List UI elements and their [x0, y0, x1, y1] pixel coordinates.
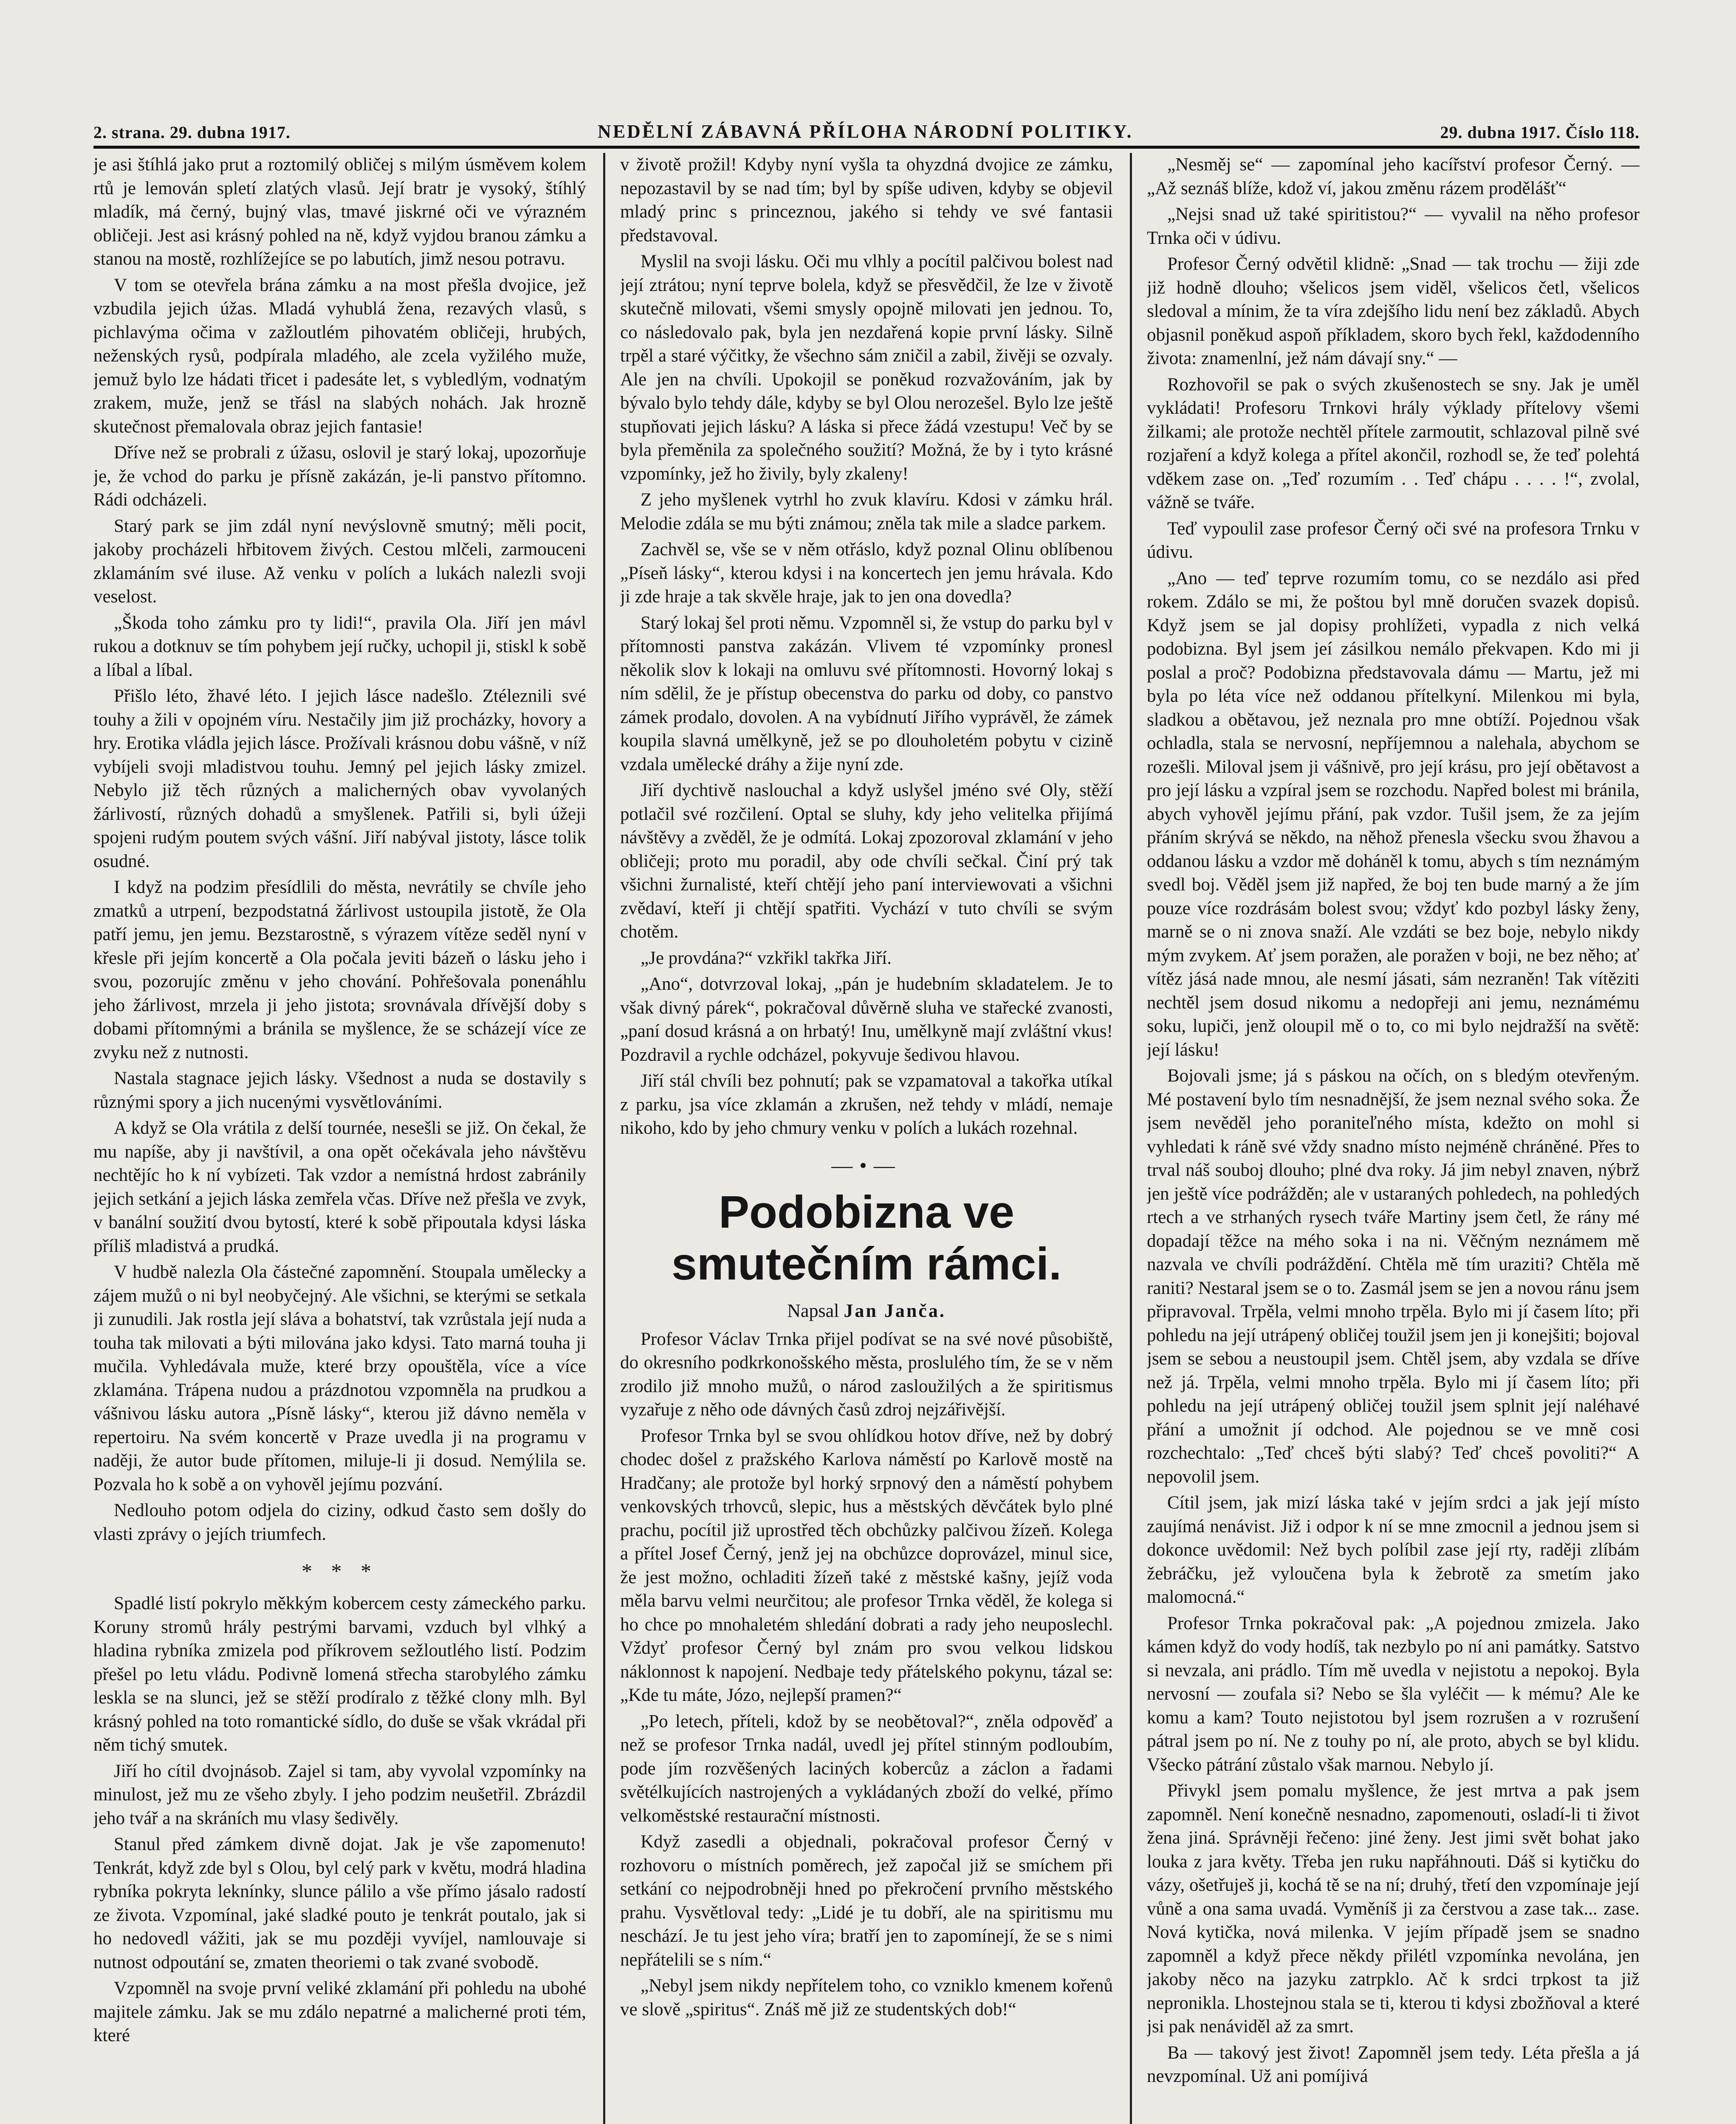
decorative-divider: —•—: [831, 1153, 902, 1177]
paragraph: Starý lokaj šel proti němu. Vzpomněl si, že vstup do parku byl v přítomnosti panstva zakázán. Vlivem té vzpomínky pronesl několik slov k lokaji na omluvu své přítomnosti. Hovorný lokaj s ním sdělil, že je přístup obecenstva do parku od doby, co panstvo zámek prodalo, dovolen. A na vybídnutí Jiřího vyprávěl, že zámek koupila slavná umělkyně, jež se po dlouholetém pobytu v cizině vzdala umělecké dráhy a žije nyní zde.: [620, 613, 1113, 774]
paragraph: Profesor Černý odvětil klidně: „Snad — tak trochu — žiji zde již hodně dlouho; všelicos jsem viděl, všelicos četl, všelicos sledoval a mínim, že ta víra zdejšího lidu není bez základů. Abych objasnil poněkud aspoň příkladem, skoro bych řekl, každodenního života: znamenlní, jež nám dávají sny.“ —: [1147, 254, 1640, 368]
newspaper-page: [93, 98, 1640, 2124]
paragraph: Nastala stagnace jejich lásky. Všednost a nuda se dostavily s různými spory a jich nucenými vysvětlováními.: [93, 1068, 586, 1112]
paragraph: je asi štíhlá jako prut a roztomilý obličej s milým úsměvem kolem rtů je lemován spletí zlatých vlasů. Její bratr je vysoký, štíhlý mladík, má černý, bujný vlas, tmavé jiskrné oči ve výrazném obličeji. Jest asi krásný pohled na ně, když vyjdou branou zámku a stanou na mostě, rozhlížejíce se po labutích, jimž nesou potravu.: [93, 155, 586, 269]
paragraph: Nedlouho potom odjela do ciziny, odkud často sem došly do vlasti zprávy o jejích triumfech.: [93, 1500, 586, 1544]
paragraph: „Je provdána?“ vzkřikl takřka Jiří.: [641, 948, 892, 968]
paragraph: Profesor Trnka byl se svou ohlídkou hotov dříve, než by dobrý chodec došel z pražského Karlova náměstí po Karlově mostě na Hradčany; ale protože byl horký srpnový den a náměstí pohybem venkovských trhovců, slepic, hus a městských děvčátek bylo plné prachu, pocítil již uprostřed těch obchůzky palčivou žízeň. Kolega a přítel Josef Černý, jenž jej na obchůzce doprovázel, minul sice, že jest možno, ochladiti žízeň také z městské kašny, jejíž voda měla barvu velmi neurčitou; ale profesor Trnka věděl, že kolega si ho chce po mnohaletém shledání dobrati a rady jeho neuposlechl. Vždyť profesor Černý byl znám pro svou velkou lidskou náklonnost k napojení. Nedbaje tedy přátelského pokynu, tázal se: „Kde tu máte, Józo, nejlepší pramen?“: [620, 1426, 1113, 1705]
paragraph: Starý park se jim zdál nyní nevýslovně smutný; měli pocit, jakoby procházeli hřbitovem živých. Cestou mlčeli, zarmouceni zklamáním své iluse. Až venku v polích a lukách nalezli svoji veselost.: [93, 516, 586, 607]
byline-prefix: Napsal: [787, 1300, 839, 1321]
paragraph: I když na podzim přesídlili do města, nevrátily se chvíle jeho zmatků a utrpení, bezpodstatná žárlivost ustoupila jistotě, že Ola patří jemu, jen jemu. Bezstarostně, s výrazem vítěze seděl nyní v křesle při jejím koncertě a Ola počala jeviti bázeň o lásku jeho i svou, pozorujíc změnu v jeho chování. Pohřešovala ponenáhlu jeho žárlivost, mrzela ji jeho jistota; srovnávala dřívější doby s dobami přítomnými a bránila se myšlence, že se scházejí více ze zvyku než z nutnosti.: [93, 877, 586, 1062]
header-left: 2. strana. 29. dubna 1917.: [93, 123, 291, 142]
paragraph: „Ano — teď teprve rozumím tomu, co se nezdálo asi před rokem. Zdálo se mi, že poštou byl mně doručen svazek dopisů. Když jsem se jal dopisy prohlížeti, vypadla z nich velká podobizna. Byl jsem jeí zásilkou nemálo překvapen. Kdo mi ji poslal a proč? Podobizna představovala dámu — Martu, jež mi byla po léta více než oddanou přítelkyní. Milenkou mi byla, sladkou a obětavou, jež neznala pro mne obtíží. Pojednou však ochladla, stala se nervosní, nepříjemnou a nalehala, abychom se rozešli. Miloval jsem ji vášnivě, pro její krásu, pro její obětavost a pro její lásku a vzpíral jsem se rozchodu. Napřed bolest mi bránila, abych vyhověl jejímu přání, pak vzdor. Tušil jsem, že za jejím přáním skrývá se někdo, na něhož přenesla všecku svou žhavou a oddanou lásku a vzdor mě doháněl k tomu, abych s tím neznámým svedl boj. Věděl jsem již napřed, že boj ten bude marný a že jím pouze více rozdrásám bolest svou; vždyť kdo pozbyl lásky ženy, marně se o ni znova snaží. Ale vzdáti se bez boje, nebylo nikdy mým zvykem. Ať jsem poražen, ale poražen v boji, ne bez něho; ať vítěz jásá nade mnou, ale nesmí jásati, sám nezraněn! Tak vítěziti nechtěl jsem dosud nikomu a nedopřeji ani jemu, neznámému soku, lupiči, jenž oloupil mě o to, co mi bylo nejdražší na světě: její lásku!: [1147, 568, 1640, 1060]
paragraph: Rozhovořil se pak o svých zkušenostech se sny. Jak je uměl vykládati! Profesoru Trnkovi hrály výklady přítelovy všemi žilkami; ale protože nechtěl přítele zarmoutit, schlazoval pilně své rozjaření a když kolega a přítel akončil, rozhodl se, že teď polehtá vděkem zase on. „Teď rozumím . . Teď chápu . . . . !“, zvolal, vážně se tváře.: [1147, 374, 1640, 512]
paragraph: „Nejsi snad už také spiritistou?“ — vyvalil na něho profesor Trnka oči v údivu.: [1147, 204, 1640, 248]
paragraph: Stanul před zámkem divně dojat. Jak je vše zapomenuto! Tenkrát, když zde byl s Olou, byl celý park v květu, modrá hladina rybníka pokryta leknínky, slunce pálilo a vše přímo jásalo radostí ze života. Vzpomínal, jaké sladké pouto je tenkrát poutalo, jak si ho nedovedl vážiti, jak se mu později vyvíjel, namlouvaje si nutnost odpoutání se, zmaten theoriemi o tak zvané svobodě.: [93, 1834, 586, 1972]
author-name: Jan Janča.: [844, 1300, 946, 1321]
paragraph: Jiří ho cítil dvojnásob. Zajel si tam, aby vyvolal vzpomínky na minulost, jež mu ze všeho zbyly. I jeho podzim neušetřil. Zbrázdil jeho tvář a na skráních mu vlasy šedivěly.: [93, 1761, 586, 1828]
section-separator: * * *: [302, 1559, 378, 1583]
paragraph: Cítil jsem, jak mizí láska také v jejím srdci a jak její místo zaujímá nenávist. Již i odpor k ní se mne zmocnil a jednou jsem si dokonce uvědomil: Než bych políbil zase její rty, raději zlíbám žebráčku, jež vyloučena byla k žebrotě za smetím jako malomocná.“: [1147, 1493, 1640, 1607]
paragraph: Myslil na svoji lásku. Oči mu vlhly a pocítil palčivou bolest nad její ztrátou; nyní teprve bolela, když se přesvědčil, že lze v životě skutečně milovati, všemi smysly opojně milovati jen jednou. To, co následovalo pak, byla jen nezdařená kopie první lásky. Silně trpěl a staré výčitky, že všechno sám zničil a zabil, živěji se ozvaly. Ale jen na chvíli. Upokojil se poněkud rozvažováním, jak by bývalo bylo tehdy dále, kdyby se byl Olou nerozešel. Bylo lze ještě stupňovati jejich lásku? A láska si přece žádá vzestupu! Več by se byla přeměnila za společného soužití? Možná, že by i tyto krásné vzpomínky, jež ho živily, byly zkaleny!: [620, 251, 1113, 484]
paragraph: Přišlo léto, žhavé léto. I jejich lásce nadešlo. Ztéleznili své touhy a žili v opojném víru. Nestačily jim již procházky, hovory a hry. Erotika vládla jejich lásce. Prožívali krásnou dobu vášně, v níž vybíjeli svoji mladistvou touhu. Jemný pel jejich lásky zmizel. Nebylo již těch různých a malicherných obav vyvolaných žárlivostí, různých dohadů a smyšlenek. Patřili si, byli úžeji spojeni rudým poutem svých vášní. Jiří nabýval jistoty, lásce tolik osudné.: [93, 686, 586, 871]
paragraph: A když se Ola vrátila z delší tournée, nesešli se již. On čekal, že mu napíše, aby ji navštívil, a ona opět očekávala jeho návštěvu nechtějíc ho k ní vybízeti. Tak vzdor a nemístná hrdost zabránily jejich setkání a jejich láska zemřela včas. Dříve než přešla ve zvyk, v banální soužití dvou bytostí, které k sobě připoutala kdysi láska příliš mladistvá a prudká.: [93, 1118, 586, 1256]
page-header: [93, 98, 1640, 149]
paragraph: „Nesměj se“ — zapomínal jeho kacířství profesor Černý. — „Až seznáš blíže, kdož ví, jakou změnu rázem prodělášť“: [1147, 155, 1640, 198]
paragraph: Když zasedli a objednali, pokračoval profesor Černý v rozhovoru o místních poměrech, jež započal již se smíchem při setkání co nejpodrobněji hned po překročení prvního městského prahu. Vysvětloval tedy: „Lidé je tu dobří, ale na spiritismu mu neschází. Je tu jest jeho víra; bratří jen to zapomínejí, že se s nimi nepřátelili se s ním.“: [620, 1832, 1113, 1970]
header-masthead: NEDĚLNÍ ZÁBAVNÁ PŘÍLOHA NÁRODNÍ POLITIKY.: [597, 121, 1133, 142]
paragraph: Bojovali jsme; já s páskou na očích, on s bledým otevřeným. Mé postavení bylo tím nesnadnější, že jsem neznal svého soka. Že jsem nevěděl jeho poraniteľného místa, kdežto on mohl si vyhledati k ráně své vždy snadno místo nejméně chráněné. Přes to trval náš souboj dlouho; plné dva roky. Já jim nebyl znaven, nýbrž jen ještě více podrážděn; ale v ustaraných pohledech, na pohledých rtech a ve strhaných rysech tváře Martiny jsem četl, že rány mé dopadají těžce na mého soka i na ni. Věčným neznámem mě nazvala ve chvíli podráždění. Chtěla mě tím uraziti? Chtěla mě raniti? Nestaral jsem se o to. Zasmál jsem se jen a novou ránu jsem připravoval. Trpěla, velmi mnoho trpěla. Bylo mi jí časem líto; při pohledu na její utrápený obličej toužil jsem jen ji konejšiti; bojoval jsem se sebou a neustoupil jsem. Chtěl jsem, aby vzdala se dříve než já. Trpěla, velmi mnoho trpěla. Bylo mi jí časem líto; při pohledu na její utrápený obličej toužil jsem splnit její naléhavé přání a umožnit jí odchod. Ale pojednou se ve mně cosi rozchechtalo: „Teď chceš býti slabý? Teď chceš povoliti?“ A nepovolil jsem.: [1147, 1066, 1640, 1487]
paragraph: Profesor Václav Trnka přijel podívat se na své nové působiště, do okresního podkrkonošského města, proslulého tím, že se v něm zrodilo již mnoho mužů, o národ zasloužilých a že spiritismus vyzařuje z něho ode dávných časů zdroj nejzářivější.: [620, 1329, 1113, 1420]
paragraph: Přivykl jsem pomalu myšlence, že jest mrtva a pak jsem zapomněl. Není konečně nesnadno, zapomenouti, osladí-li ti život žena jiná. Správněji řečeno: jiné ženy. Jest jimi svět bohat jako louka z jara květy. Třeba jen ruku napřáhnouti. Dáš si kytičku do vázy, ošetřuješ ji, kochá tě se na ní; druhý, třetí den vzpomínaje její vůně a ona sama uvadá. Vyměníš ji za čerstvou a zase tak... zase. Nová kytička, nová milenka. V jejím případě jsem se snadno zapomněl a když přece někdy přilétl vzpomínka nevolána, jen jakoby něco na jazyku zatrpklo. Ač k srdci trpkost ta již nepronikla. Lhostejnou stala se ti, kterou ti kdysi zbožňoval a které jsi pak nenáviděl až za smrt.: [1147, 1781, 1640, 2036]
paragraph: Ba — takový jest život! Zapomněl jsem tedy. Léta přešla a já nevzpomínal. Už ani pomíjivá: [1147, 2042, 1640, 2086]
paragraph: Teď vypoulil zase profesor Černý oči své na profesora Trnku v údivu.: [1147, 518, 1640, 562]
paragraph: V hudbě nalezla Ola částečné zapomnění. Stoupala umělecky a zájem mužů o ni byl neobyčejný. Ale všichni, se kterými se setkala ji zunudili. Jak rostla její sláva a bohatství, tak vzrůstala její nuda a touha tak milovati a býti milována jako kdysi. Tato marná touha ji mučila. Vyhledávala muže, které brzy opouštěla, více a více zklamána. Trápena nudou a prázdnotou vzpomněla na prudkou a vášnivou lásku autora „Písně lásky“, kterou již dávno neměla v repertoiru. Na svém koncertě v Praze uvedla ji na programu v naději, že autor bude přítomen, miluje-li ji dosud. Nemýlila se. Pozvala ho k sobě a on vyhověl jejímu pozvání.: [93, 1262, 586, 1494]
paragraph: Profesor Trnka pokračoval pak: „A pojednou zmizela. Jako kámen když do vody hodíš, tak nezbylo po ní ani památky. Satstvo si nevzala, ani prádlo. Tím mě uvedla v nejistotu a nepokoj. Byla nervosní — zoufala si? Nebo se šla vyléčit — k mému? Ale ke komu a kam? Touto nejistotou byl jsem rozrušen a v rozrušení pátral jsem po ní. Ne z touhy po ní, ale proto, abych se byl klidu. Všecko pátrání zůstalo však marnou. Nebylo jí.: [1147, 1613, 1640, 1775]
paragraph: Z jeho myšlenek vytrhl ho zvuk klavíru. Kdosi v zámku hrál. Melodie zdála se mu býti známou; zněla tak mile a sladce parkem.: [620, 490, 1113, 534]
paragraph: V tom se otevřela brána zámku a na most přešla dvojice, jež vzbudila jejich úžas. Mladá vyhublá žena, rezavých vlasů, s pichlavýma očima v zažloutlém pihovatém obličeji, hrubých, neženských rysů, podpírala mladého, ale zcela vyžilého muže, jemuž bylo lze hádati třicet i padesáte let, s vybledlým, vodnatým zrakem, muže, jenž se třásl na slabých nohách. Jak hrozně skutečnost přemalovala obraz jejich fantasie!: [93, 275, 586, 437]
header-right: 29. dubna 1917. Číslo 118.: [1440, 123, 1640, 142]
column-1: [93, 153, 586, 2124]
paragraph: „Ano“, dotvrzoval lokaj, „pán je hudebním skladatelem. Je to však divný párek“, pokračoval důvěrně sluha ve stařecké zvanosti, „paní dosud krásná a on hrbatý! Inu, umělkyně mají zvláštní vkus! Pozdravil a rychle odcházel, pokyvuje šedivou hlavou.: [620, 974, 1113, 1065]
column-3: [1147, 153, 1640, 2124]
paragraph: Zachvěl se, vše se v něm otřáslo, když poznal Olinu oblíbenou „Píseň lásky“, kterou kdysi i na koncertech jen jemu hrávala. Kdo ji zde hraje a tak skvěle hraje, jak to jen ona dovedla?: [620, 539, 1113, 607]
paragraph: v životě prožil! Kdyby nyní vyšla ta ohyzdná dvojice ze zámku, nepozastavil by se nad tím; byl by spíše udiven, kdyby se objevil mladý princ s princeznou, jakého si tehdy ve své fantasii představoval.: [620, 155, 1113, 246]
paragraph: Jiří dychtivě naslouchal a když uslyšel jméno své Oly, stěží potlačil své rozčilení. Optal se sluhy, kdy jeho velitelka přijímá návštěvy a zvěděl, že je odmítá. Lokaj zpozoroval zklamání v jeho obličeji; proto mu poradil, aby ode chvíli sečkal. Činí prý tak všichni žurnalisté, kteří chtějí jeho paní interviewovati a všichni zvědaví, kteří ji chtějí spatřiti. Vychází v tuto chvíli se svým chotěm.: [620, 780, 1113, 942]
paragraph: „Škoda toho zámku pro ty lidi!“, pravila Ola. Jiří jen mávl rukou a dotknuv se tím pohybem její ručky, uchopil ji, stiskl k sobě a líbal a líbal.: [93, 613, 586, 680]
paragraph: Dříve než se probrali z úžasu, oslovil je starý lokaj, upozorňuje je, že vchod do parku je přísně zakázán, je-li panstvo přítomno. Rádi odcházeli.: [93, 443, 586, 510]
paragraph: „Nebyl jsem nikdy nepřítelem toho, co vzniklo kmenem kořenů ve slově „spiritus“. Znáš mě již ze studentských dob!“: [620, 1976, 1113, 2019]
feature-title: Podobizna ve smutečním rámci.: [671, 1186, 1062, 1289]
paragraph: Jiří stál chvíli bez pohnutí; pak se vzpamatoval a takořka utíkal z parku, jsa více zklamán a zkrušen, než tehdy v mládí, nemaje nikoho, kdo by jeho chmury venku v polích a lukách rozehnal.: [620, 1071, 1113, 1138]
column-2: [620, 153, 1113, 2124]
paragraph: Spadlé listí pokrylo měkkým kobercem cesty zámeckého parku. Koruny stromů hrály pestrými barvami, vzduch byl vlhký a hladina rybníka zmizela pod příkrovem sežloutlého listí. Podzim přešel po letu vládu. Podivně lomená střecha starobylého zámku leskla se na slunci, jež se stěží prodíralo z těžké clony mlh. Byl krásný pohled na toto romantické sídlo, do duše se však vkrádal při něm tichý smutek.: [93, 1593, 586, 1755]
byline: [620, 1300, 1113, 1322]
paragraph: „Po letech, příteli, kdož by se neobětoval?“, zněla odpověď a než se profesor Trnka nadál, uvedl jej přítel stinným podloubím, pode jím rozvěšených laciných kobercůz a záclon a řadami světélkujících nastrojených a vykládaných zboží do velké, přímo velkoměstské restaurační místnosti.: [620, 1711, 1113, 1826]
paragraph: Vzpomněl na svoje první veliké zklamání při pohledu na ubohé majitele zámku. Jak se mu zdálo nepatrné a malicherné proti tém, které: [93, 1978, 586, 2045]
